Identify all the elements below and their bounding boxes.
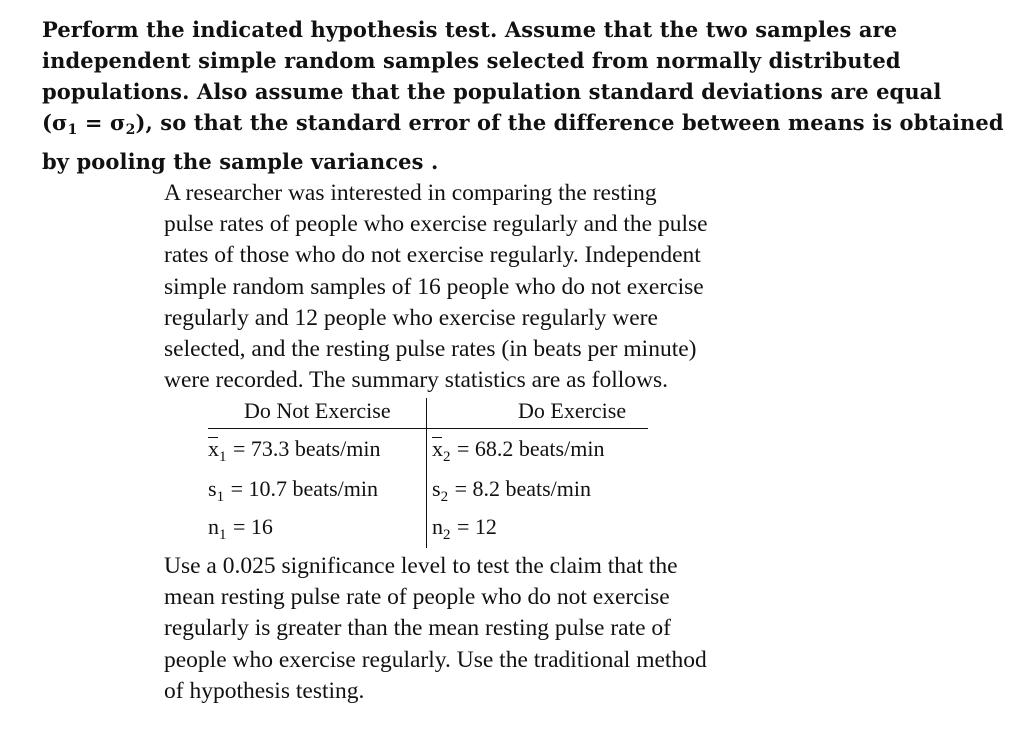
problem-line: pulse rates of people who exercise regularly and the pulse bbox=[164, 211, 708, 238]
n-2-subscript: 2 bbox=[443, 527, 451, 543]
mean-2-cell bbox=[432, 436, 605, 465]
n-2-cell bbox=[432, 514, 497, 543]
mean-2-value: = 68.2 beats/min bbox=[451, 436, 605, 461]
sd-2-cell bbox=[432, 476, 592, 505]
sigma-2-symbol: σ bbox=[110, 110, 126, 135]
instructions-line-4-rest: ), so that the standard error of the difference between means is obtained bbox=[135, 110, 1004, 135]
instructions-line-5: by pooling the sample variances . bbox=[42, 149, 439, 174]
mean-1-value: = 73.3 beats/min bbox=[227, 436, 381, 461]
s-1-symbol: s bbox=[208, 476, 217, 501]
n-2-value: = 12 bbox=[451, 514, 497, 539]
sd-1-cell bbox=[208, 476, 379, 505]
xbar-1-symbol: x bbox=[208, 436, 219, 461]
s-2-subscript: 2 bbox=[440, 489, 449, 505]
problem-line: were recorded. The summary statistics are as follows. bbox=[164, 367, 668, 394]
n-1-symbol: n bbox=[208, 514, 219, 539]
equals-sign: = bbox=[77, 110, 111, 135]
sd-2-value: = 8.2 beats/min bbox=[449, 476, 592, 501]
sigma-1-subscript: 1 bbox=[67, 122, 78, 138]
instructions-line-3: populations. Also assume that the population standard deviations are equal bbox=[42, 79, 942, 104]
question-line: regularly is greater than the mean resting pulse rate of bbox=[164, 615, 672, 642]
n-1-subscript: 1 bbox=[219, 527, 227, 543]
sd-1-value: = 10.7 beats/min bbox=[225, 476, 379, 501]
open-paren: ( bbox=[42, 110, 53, 135]
xbar-2-symbol: x bbox=[432, 436, 443, 461]
instructions-line-1: Perform the indicated hypothesis test. Assume that the two samples are bbox=[42, 17, 898, 42]
question-paragraph bbox=[164, 551, 824, 707]
header-do-exercise: Do Exercise bbox=[518, 398, 627, 423]
sigma-1-symbol: σ bbox=[52, 110, 68, 135]
header-do-not-exercise: Do Not Exercise bbox=[244, 398, 391, 423]
sigma-2-subscript: 2 bbox=[125, 122, 136, 138]
xbar-2-subscript: 2 bbox=[443, 449, 451, 465]
question-line: Use a 0.025 significance level to test the claim that the bbox=[164, 553, 678, 579]
problem-line: rates of those who do not exercise regularly. Independent bbox=[164, 242, 701, 269]
question-line: of hypothesis testing. bbox=[164, 677, 365, 704]
problem-line: regularly and 12 people who exercise regularly were bbox=[164, 304, 658, 331]
n-1-cell bbox=[208, 514, 273, 543]
instructions-line-2: independent simple random samples selected from normally distributed bbox=[42, 48, 901, 73]
s-2-symbol: s bbox=[432, 476, 441, 501]
column-divider bbox=[426, 398, 427, 548]
summary-statistics-table bbox=[208, 398, 648, 548]
problem-line: A researcher was interested in comparing the resting bbox=[164, 180, 657, 206]
question-line: people who exercise regularly. Use the traditional method bbox=[164, 646, 707, 673]
question-line: mean resting pulse rate of people who do not exercise bbox=[164, 584, 670, 611]
instructions-block bbox=[42, 14, 1004, 177]
instructions-line-4 bbox=[42, 107, 1004, 142]
mean-1-cell bbox=[208, 436, 381, 465]
problem-line: simple random samples of 16 people who do not exercise bbox=[164, 273, 704, 300]
n-2-symbol: n bbox=[432, 514, 443, 539]
problem-paragraph bbox=[164, 178, 824, 396]
problem-line: selected, and the resting pulse rates (in beats per minute) bbox=[164, 336, 697, 363]
n-1-value: = 16 bbox=[227, 514, 273, 539]
header-divider bbox=[208, 428, 648, 429]
s-1-subscript: 1 bbox=[216, 489, 225, 505]
xbar-1-subscript: 1 bbox=[219, 449, 227, 465]
